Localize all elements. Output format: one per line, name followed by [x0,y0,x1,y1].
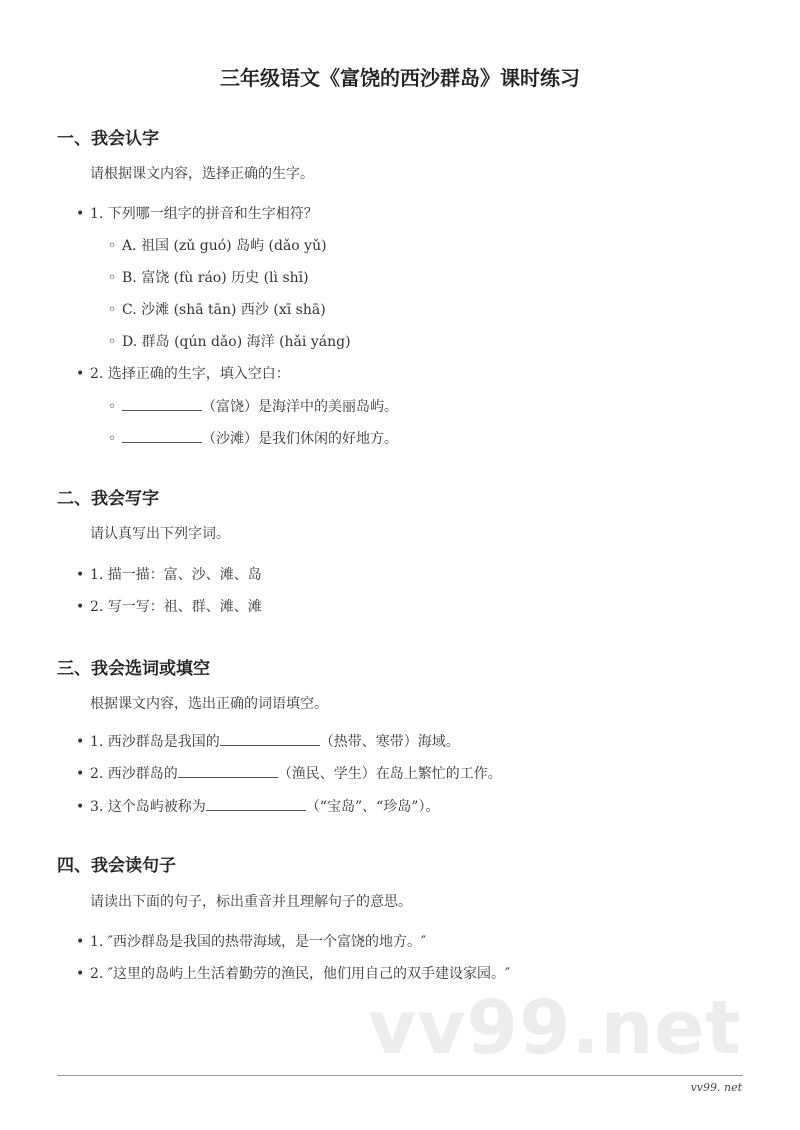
list-item: • 2. 写一写：祖、群、滩、滩 [76,596,262,616]
sentence-item: • 1. ″西沙群岛是我国的热带海域，是一个富饶的地方。″ [76,931,426,951]
section-2-intro: 请认真写出下列字词。 [90,526,230,542]
footer-text: vv99. net [690,1081,742,1094]
footer-divider [57,1075,743,1076]
option-c: ◦ C. 沙滩 (shā tān) 西沙 (xī shā) [108,299,326,319]
blank[interactable] [206,798,306,811]
fill-item-1: ◦ （富饶）是海洋中的美丽岛屿。 [108,396,398,416]
section-4-intro: 请读出下面的句子，标出重音并且理解句子的意思。 [90,894,412,910]
section-2-heading: 二、我会写字 [57,489,159,509]
watermark: vv99.net [368,985,742,1071]
blank[interactable] [122,398,202,411]
option-b: ◦ B. 富饶 (fù ráo) 历史 (lì shī) [108,267,309,287]
page-title: 三年级语文《富饶的西沙群岛》课时练习 [220,66,580,90]
blank[interactable] [178,765,278,778]
option-d: ◦ D. 群岛 (qún dǎo) 海洋 (hǎi yáng) [108,331,351,351]
fill-item: • 2. 西沙群岛的 （渔民、学生）在岛上繁忙的工作。 [76,763,502,783]
fill-item-2: ◦ （沙滩）是我们休闲的好地方。 [108,428,398,448]
section-1-heading: 一、我会认字 [57,129,159,149]
question-1: • 1. 下列哪一组字的拼音和生字相符？ [76,203,318,223]
blank[interactable] [122,430,202,443]
option-a: ◦ A. 祖国 (zǔ guó) 岛屿 (dǎo yǔ) [108,235,327,255]
section-3-intro: 根据课文内容，选出正确的词语填空。 [90,696,328,712]
blank[interactable] [220,733,320,746]
fill-item: • 1. 西沙群岛是我国的 （热带、寒带）海域。 [76,731,460,751]
question-2: • 2. 选择正确的生字，填入空白： [76,363,290,383]
fill-item: • 3. 这个岛屿被称为 （“宝岛”、“珍岛”）。 [76,796,439,816]
section-4-heading: 四、我会读句子 [57,856,176,876]
section-1-intro: 请根据课文内容，选择正确的生字。 [90,166,314,182]
list-item: • 1. 描一描：富、沙、滩、岛 [76,564,262,584]
sentence-item: • 2. ″这里的岛屿上生活着勤劳的渔民，他们用自己的双手建设家园。″ [76,963,510,983]
section-3-heading: 三、我会选词或填空 [57,659,210,679]
